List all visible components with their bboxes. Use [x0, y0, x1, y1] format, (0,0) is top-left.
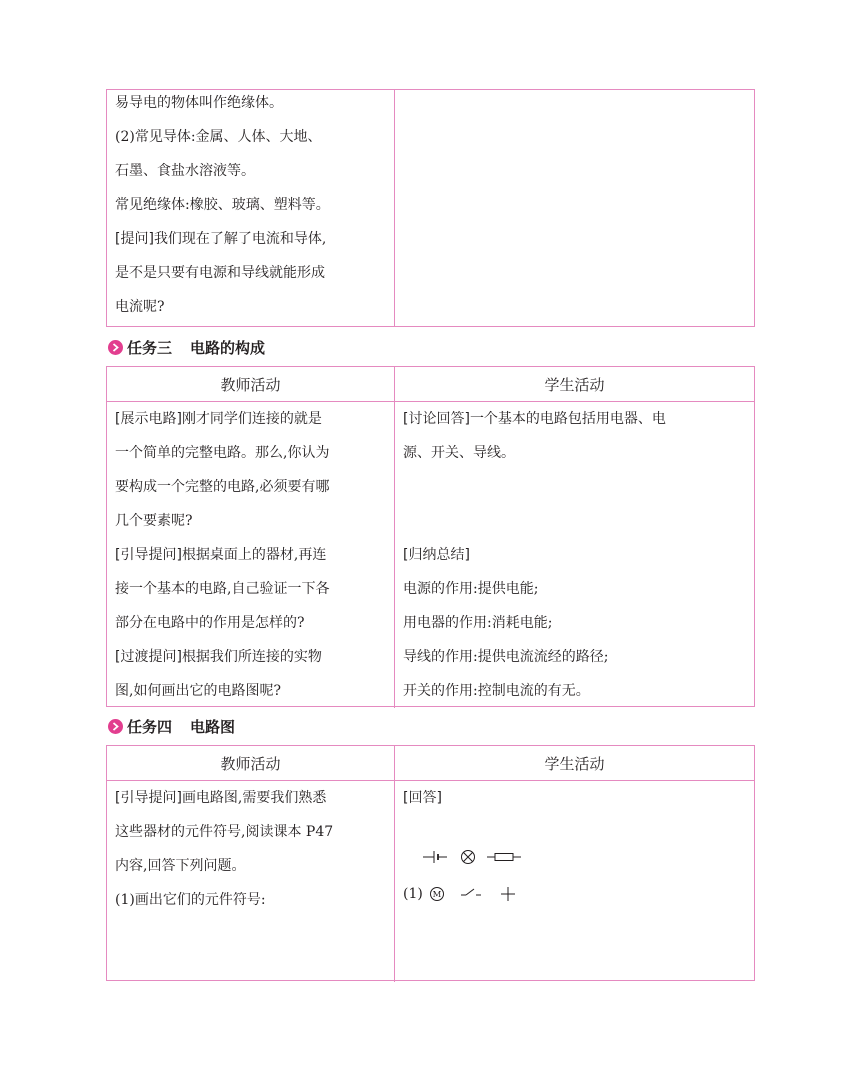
- tag-label: [归纳总结]: [403, 547, 470, 563]
- chevron-right-icon: [108, 719, 123, 734]
- tag-label: [过渡提问]: [115, 649, 182, 665]
- header-student: 学生活动: [544, 754, 605, 773]
- task3-title: 任务三 电路的构成: [108, 335, 265, 359]
- battery-symbol-icon: [423, 851, 447, 863]
- svg-text:M: M: [432, 890, 442, 901]
- tag-label: [展示电路]: [115, 411, 182, 427]
- chevron-right-icon: [108, 340, 123, 355]
- text-line: (2)常见导体:金属、人体、大地、: [115, 129, 322, 145]
- lamp-symbol-icon: [462, 851, 475, 864]
- text-line: [展示电路]刚才同学们连接的就是: [115, 411, 322, 427]
- student-column: [395, 781, 754, 982]
- text-line: [讨论回答]一个基本的电路包括用电器、电: [403, 411, 666, 427]
- text-line: 这些器材的元件符号,阅读课本 P47: [115, 824, 334, 840]
- question-tag: [提问]: [115, 231, 154, 247]
- text-line: 图,如何画出它的电路图呢?: [115, 683, 281, 699]
- table-continuation: [106, 89, 755, 327]
- text-line: 导线的作用:提供电流流经的路径;: [403, 649, 609, 665]
- text-line: (1)画出它们的元件符号:: [115, 892, 266, 908]
- text-line: [过渡提问]根据我们所连接的实物: [115, 649, 322, 665]
- text-line: 要构成一个完整的电路,必须要有哪: [115, 479, 330, 495]
- text-line: [引导提问]画电路图,需要我们熟悉: [115, 790, 327, 806]
- task4-table: [106, 745, 755, 981]
- text-line: [提问]我们现在了解了电流和导体,: [115, 231, 327, 247]
- table-header: [107, 746, 754, 781]
- tag-label: [回答]: [403, 790, 442, 806]
- text-line: 接一个基本的电路,自己验证一下各: [115, 581, 330, 597]
- text-line: 是不是只要有电源和导线就能形成: [115, 265, 325, 281]
- teacher-column: [107, 90, 395, 326]
- text-line: 源、开关、导线。: [403, 445, 515, 461]
- text-line: 易导电的物体叫作绝缘体。: [115, 95, 283, 111]
- student-column: [395, 90, 754, 326]
- teacher-column: [107, 402, 395, 708]
- student-column: [395, 402, 754, 708]
- tag-label: [引导提问]: [115, 547, 182, 563]
- text-line: 石墨、食盐水溶液等。: [115, 163, 255, 179]
- header-teacher: 教师活动: [107, 367, 395, 401]
- motor-symbol-icon: [431, 888, 444, 901]
- wire-junction-symbol-icon: [501, 887, 515, 901]
- answer-line: (1): [403, 886, 423, 902]
- text-line: 开关的作用:控制电流的有无。: [403, 683, 590, 699]
- text-line: [引导提问]根据桌面上的器材,再连: [115, 547, 327, 563]
- text-line: 内容,回答下列问题。: [115, 858, 246, 874]
- task4-title: 任务四 电路图: [108, 714, 235, 738]
- header-teacher: 教师活动: [107, 746, 395, 780]
- switch-symbol-icon: [461, 889, 481, 895]
- text-line: 几个要素呢?: [115, 513, 193, 529]
- symbols-row-2: [429, 884, 569, 904]
- text-line: 用电器的作用:消耗电能;: [403, 615, 553, 631]
- text-line: 常见绝缘体:橡胶、玻璃、塑料等。: [115, 197, 330, 213]
- text-line: 一个简单的完整电路。那么,你认为: [115, 445, 330, 461]
- tag-label: [引导提问]: [115, 790, 182, 806]
- resistor-symbol-icon: [487, 854, 521, 861]
- table-header: [107, 367, 754, 402]
- text-line: 电流呢?: [115, 299, 165, 315]
- text-line: 电源的作用:提供电能;: [403, 581, 539, 597]
- teacher-column: [107, 781, 395, 982]
- tag-label: [讨论回答]: [403, 411, 470, 427]
- symbols-row-1: [423, 847, 543, 867]
- text-line: 部分在电路中的作用是怎样的?: [115, 615, 305, 631]
- task3-table: [106, 366, 755, 707]
- header-student: 学生活动: [544, 375, 605, 394]
